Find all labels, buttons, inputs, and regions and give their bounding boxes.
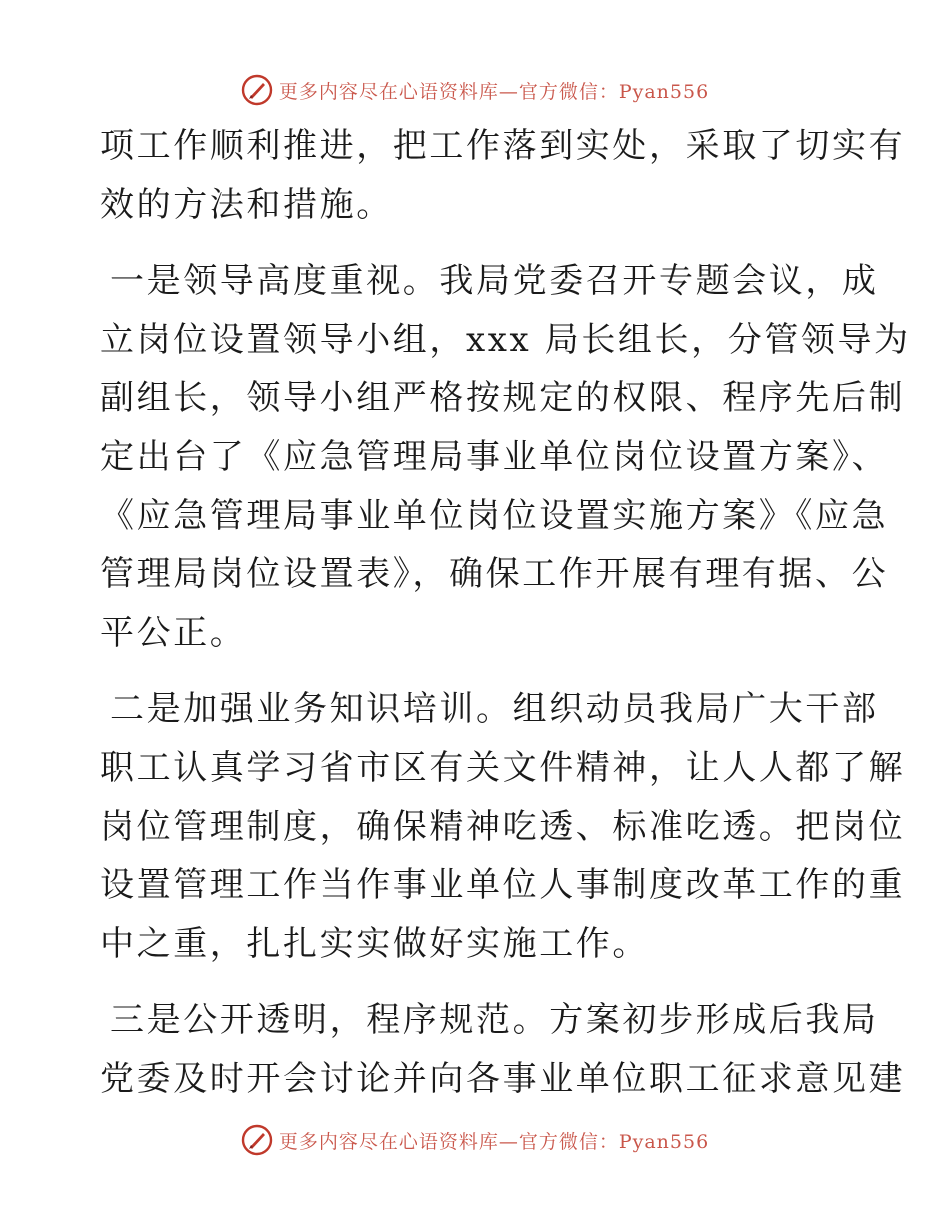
text-line: 效的方法和措施。 [100,184,393,225]
text-line: 项工作顺利推进，把工作落到实处，采取了切实有 [100,126,906,166]
paragraph [100,680,906,973]
text-line: 副组长，领导小组严格按规定的权限、程序先后制 [100,378,906,419]
text-line: 职工认真学习省市区有关文件精神，让人人都了解 [100,747,906,788]
text-line: 二是加强业务知识培训。组织动员我局广大干部 [110,689,879,730]
text-line: 岗位管理制度，确保精神吃透、标准吃透。把岗位 [100,806,906,847]
watermark-text: 更多内容尽在心语资料库—官方微信：Pyan556 [278,80,710,103]
watermark-text: 更多内容尽在心语资料库—官方微信：Pyan556 [278,1130,710,1153]
text-line: 《应急管理局事业单位岗位设置实施方案》《应急 [100,495,889,536]
text-line: 党委及时开会讨论并向各事业单位职工征求意见建 [100,1058,906,1099]
header-watermark [0,70,950,110]
text-line: 平公正。 [100,612,247,653]
text-line: 中之重，扎扎实实做好实施工作。 [100,923,649,964]
footer-watermark [0,1120,950,1160]
quill-logo-icon [241,1124,273,1156]
paragraph [100,991,906,1108]
text-line: 三是公开透明，程序规范。方案初步形成后我局 [110,1000,879,1041]
text-line: 立岗位设置领导小组，xxx 局长组长，分管领导为 [100,319,911,360]
document-body [100,117,911,1109]
paragraph [100,252,911,662]
quill-logo-icon [241,74,273,106]
text-line: 定出台了《应急管理局事业单位岗位设置方案》、 [100,436,889,477]
paragraph [100,117,906,234]
text-line: 管理局岗位设置表》，确保工作开展有理有据、公 [100,554,889,595]
text-line: 一是领导高度重视。我局党委召开专题会议，成 [110,261,879,302]
text-line: 设置管理工作当作事业单位人事制度改革工作的重 [100,865,906,906]
